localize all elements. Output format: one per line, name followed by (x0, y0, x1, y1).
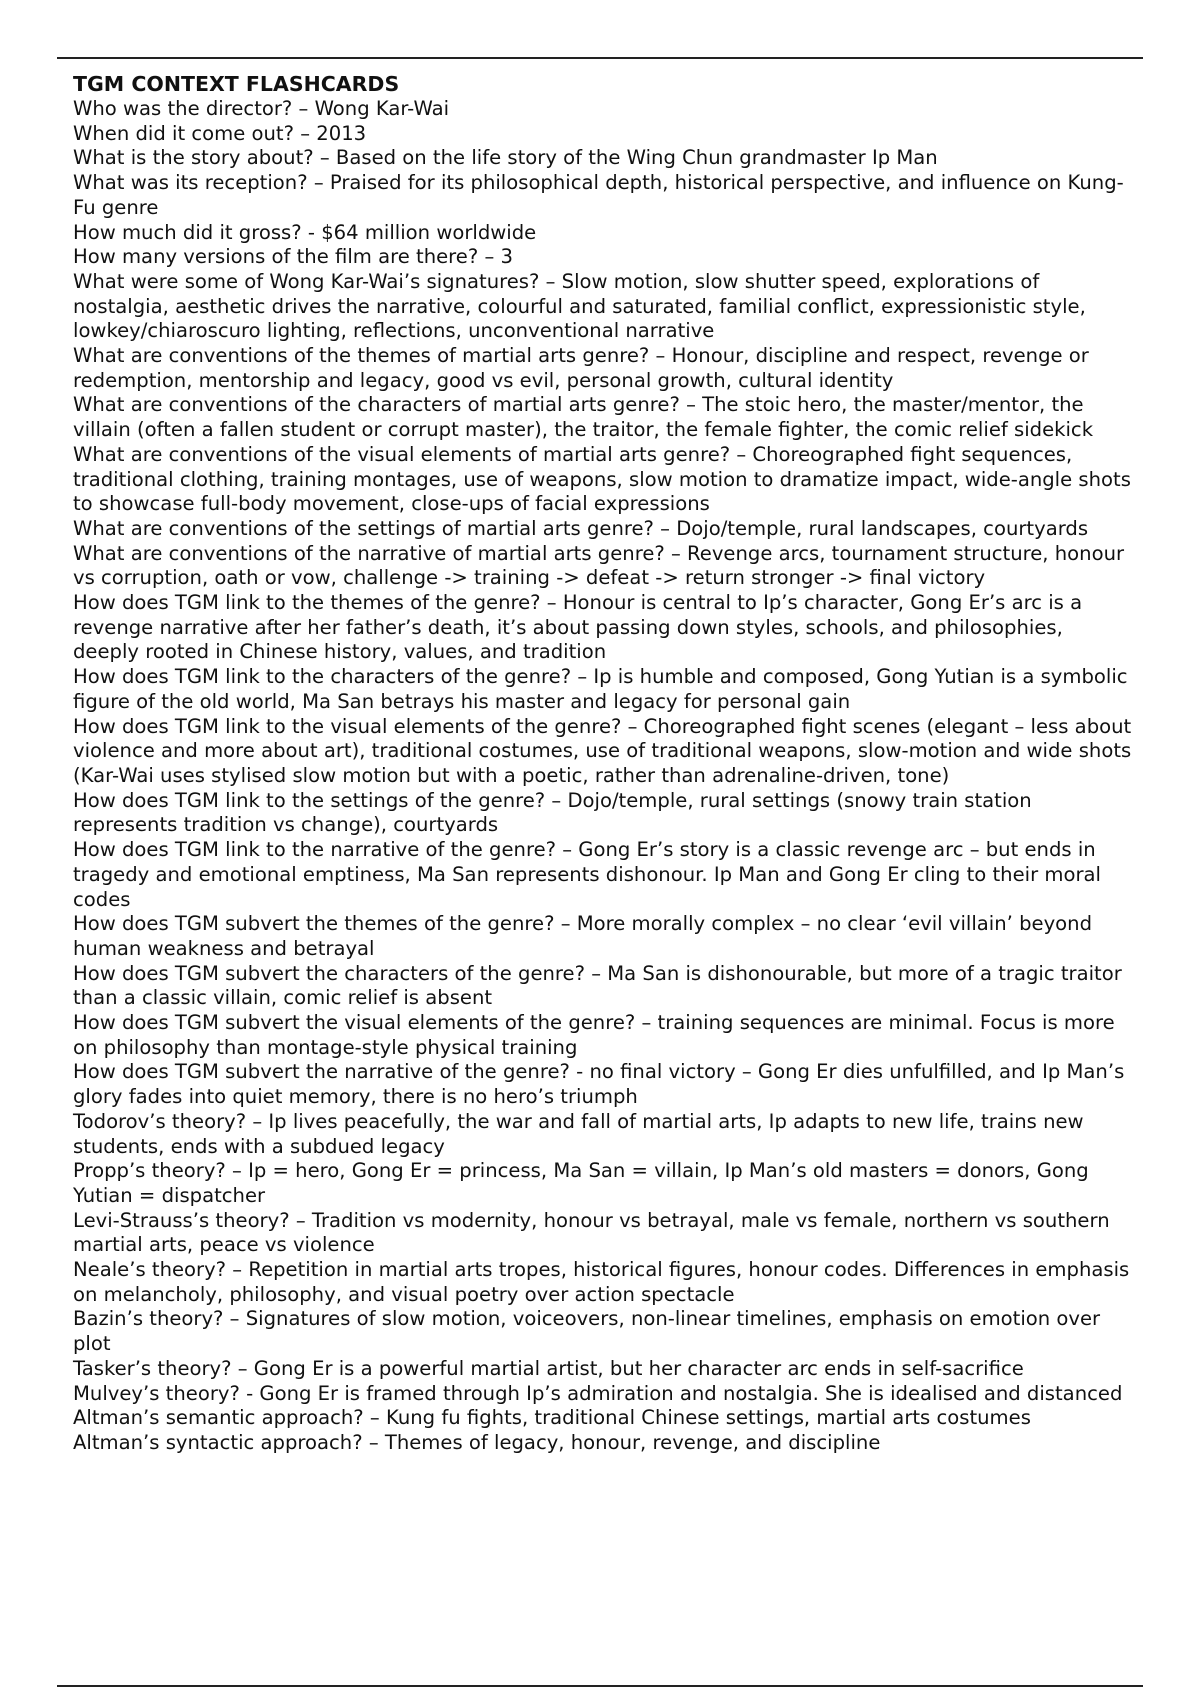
flashcard-story: What is the story about? – Based on the life story of the Wing Chun grandmaster Ip Man (73, 146, 938, 170)
flashcard-subvert-narrative: How does TGM subvert the narrative of the genre? - no final victory – Gong Er dies unfulfilled, and Ip Man’s glory fades into quiet memory, there is no hero’s triumph (73, 1060, 1125, 1109)
flashcard-link-characters: How does TGM link to the characters of the genre? – Ip is humble and composed, Gong Yutian is a symbolic figure of the old world, Ma San betrays his master and legacy for personal gain (73, 665, 1128, 713)
flashcard-link-visuals: How does TGM link to the visual elements of the genre? – Choreographed fight scenes (elegant – less about violence and more about art), traditional costumes, use of traditional weapons, slow-motion and wide shots (Kar-Wai uses stylised slow motion but with a poetic, rather than adrenaline-driven, tone) (73, 714, 1132, 787)
page-title: TGM CONTEXT FLASHCARDS (73, 72, 400, 96)
flashcard-link-themes: How does TGM link to the themes of the genre? – Honour is central to Ip’s character, Gong Er’s arc is a revenge narrative after her father’s death, it’s about passing down styles, schools, and philosophies, deeply rooted in Chinese history, values, and tradition (73, 591, 1083, 664)
document-body (73, 72, 1135, 1456)
bottom-rule (57, 1685, 1143, 1687)
flashcard-gross: How much did it gross? - $64 million worldwide (73, 220, 537, 244)
flashcard-genre-settings: What are conventions of the settings of martial arts genre? – Dojo/temple, rural landscapes, courtyards (73, 516, 1089, 540)
top-rule (57, 57, 1143, 59)
flashcard-bazin: Bazin’s theory? – Signatures of slow motion, voiceovers, non-linear timelines, emphasis on emotion over plot (73, 1307, 1101, 1356)
flashcard-director-signatures: What were some of Wong Kar-Wai’s signatures? – Slow motion, slow shutter speed, explorations of nostalgia, aesthetic drives the narrative, colourful and saturated, familial conflict, expressionistic style, lowkey/chiaroscuro lighting, reflections, unconventional narrative (73, 269, 1086, 343)
flashcard-altman-semantic: Altman’s semantic approach? – Kung fu fights, traditional Chinese settings, martial arts costumes (73, 1406, 1031, 1430)
flashcard-levi-strauss: Levi-Strauss’s theory? – Tradition vs modernity, honour vs betrayal, male vs female, northern vs southern martial arts, peace vs violence (73, 1208, 1110, 1257)
flashcard-genre-themes: What are conventions of the themes of martial arts genre? – Honour, discipline and respect, revenge or redemption, mentorship and legacy, good vs evil, personal growth, cultural identity (73, 344, 1089, 392)
flashcard-versions: How many versions of the film are there? – 3 (73, 245, 513, 269)
flashcard-link-narrative: How does TGM link to the narrative of the genre? – Gong Er’s story is a classic revenge arc – but ends in tragedy and emotional emptiness, Ma San represents dishonour. Ip Man and Gong Er cling to their moral codes (73, 838, 1101, 911)
flashcard-director: Who was the director? – Wong Kar-Wai (73, 97, 450, 120)
flashcard-list (73, 97, 1135, 1456)
flashcard-reception: What was its reception? – Praised for its philosophical depth, historical perspective, and influence on Kung-Fu genre (73, 171, 1124, 219)
flashcard-subvert-themes: How does TGM subvert the themes of the genre? – More morally complex – no clear ‘evil villain’ beyond human weakness and betrayal (73, 912, 1093, 960)
flashcard-neale: Neale’s theory? – Repetition in martial arts tropes, historical figures, honour codes. Differences in emphasis on melancholy, philosophy, and visual poetry over action spectacle (73, 1258, 1130, 1306)
flashcard-altman-syntactic: Altman’s syntactic approach? – Themes of legacy, honour, revenge, and discipline (73, 1430, 881, 1454)
flashcard-propp: Propp’s theory? – Ip = hero, Gong Er = princess, Ma San = villain, Ip Man’s old masters = donors, Gong Yutian = dispatcher (73, 1159, 1089, 1207)
flashcard-mulvey: Mulvey’s theory? - Gong Er is framed through Ip’s admiration and nostalgia. She is idealised and distanced (73, 1381, 1123, 1405)
flashcard-release-year: When did it come out? – 2013 (73, 121, 367, 145)
flashcard-subvert-visuals: How does TGM subvert the visual elements of the genre? – training sequences are minimal. Focus is more on philosophy than montage-style physical training (73, 1011, 1115, 1059)
flashcard-todorov: Todorov’s theory? – Ip lives peacefully, the war and fall of martial arts, Ip adapts to new life, trains new students, ends with a subdued legacy (73, 1109, 1084, 1158)
flashcard-genre-visuals: What are conventions of the visual elements of martial arts genre? – Choreographed fight sequences, traditional clothing, training montages, use of weapons, slow motion to dramatize impact, wide-angle shots to showcase full-body movement, close-ups of facial expressions (73, 442, 1131, 516)
flashcard-subvert-characters: How does TGM subvert the characters of the genre? – Ma San is dishonourable, but more of a tragic traitor than a classic villain, comic relief is absent (73, 961, 1122, 1010)
flashcard-tasker: Tasker’s theory? – Gong Er is a powerful martial artist, but her character arc ends in self-sacrifice (73, 1356, 1024, 1380)
flashcard-genre-narrative: What are conventions of the narrative of martial arts genre? – Revenge arcs, tournament structure, honour vs corruption, oath or vow, challenge -> training -> defeat -> return stronger -> final victory (73, 541, 1125, 590)
flashcard-genre-characters: What are conventions of the characters of martial arts genre? – The stoic hero, the master/mentor, the villain (often a fallen student or corrupt master), the traitor, the female fighter, the comic relief sidekick (73, 393, 1094, 442)
flashcard-link-settings: How does TGM link to the settings of the genre? – Dojo/temple, rural settings (snowy train station represents tradition vs change), courtyards (73, 788, 1032, 837)
